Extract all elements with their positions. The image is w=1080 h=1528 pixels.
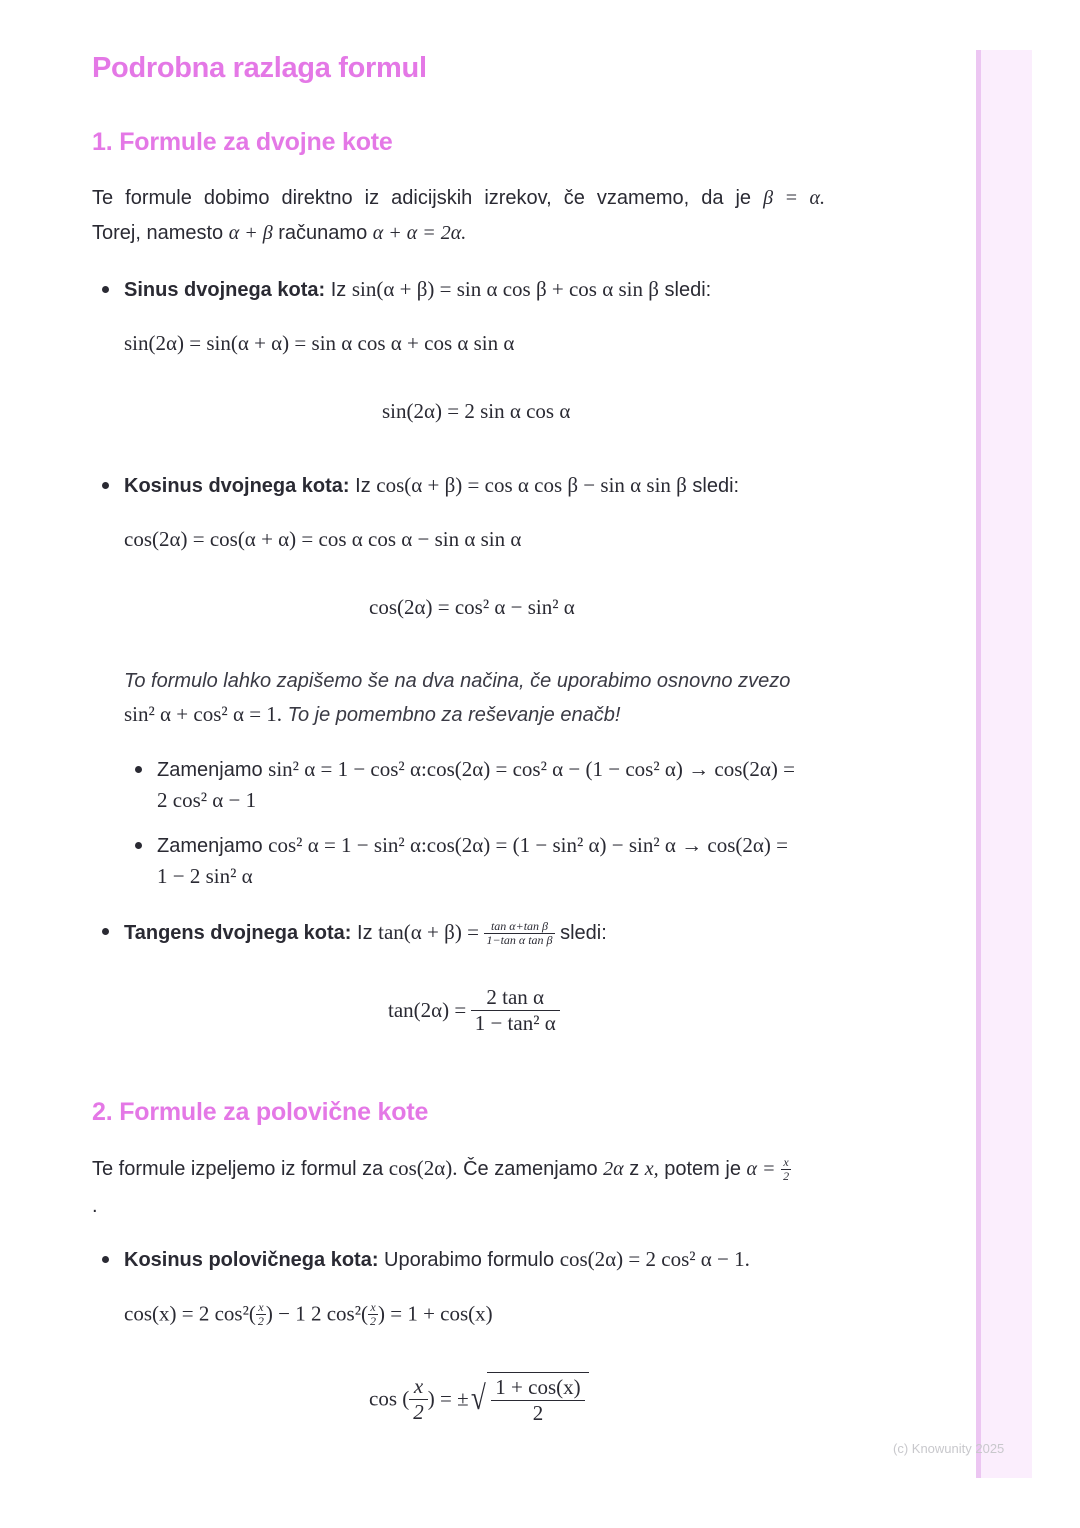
text: Iz (355, 475, 371, 497)
section-1-intro-line1 (92, 180, 825, 216)
sin-bullet (124, 271, 711, 308)
fraction-numerator: x (409, 1374, 428, 1400)
tan-source-fraction (484, 920, 554, 947)
copyright-footer: (c) Knowunity 2025 (893, 1441, 1005, 1456)
sub-bullet (135, 766, 142, 773)
intro-math: β = α. (763, 187, 825, 209)
cos-label: Kosinus dvojnega kota: (124, 475, 350, 497)
sqrt-sign-icon: √ (470, 1380, 486, 1417)
sub2-formula: cos² α = 1 − sin² α:cos(2α) = (1 − sin² α) − sin² α → cos(2α) = (268, 833, 788, 857)
intro-math: x, (644, 1158, 659, 1180)
text: sledi: (560, 922, 607, 944)
fraction-numerator: x (256, 1301, 266, 1315)
bullet (102, 482, 109, 489)
cos-result: cos(2α) = cos² α − sin² α (369, 595, 575, 619)
sin-derivation: sin(2α) = sin(α + α) = sin α cos α + cos α sin α (124, 331, 515, 355)
text: sledi: (664, 279, 712, 301)
cos-half-result (369, 1372, 589, 1426)
fraction-denominator: 2 (532, 1401, 544, 1425)
note-line1: To formulo lahko zapišemo še na dva načina, če uporabimo osnovno zvezo (124, 670, 791, 692)
text: z (629, 1158, 640, 1180)
fraction-x-over-2 (368, 1301, 378, 1328)
note-math: sin² α + cos² α = 1. (124, 702, 283, 726)
section-2-intro (92, 1150, 791, 1187)
intro-math: α + β (228, 222, 273, 244)
sub1-formula: sin² α = 1 − cos² α:cos(2α) = cos² α − (1 − cos² α) → cos(2α) = (268, 757, 795, 781)
text: Te formule izpeljemo iz formul za (92, 1158, 384, 1180)
intro-math: α + α = 2α. (372, 222, 467, 244)
sin-label: Sinus dvojnega kota: (124, 279, 326, 301)
math-part: cos ( (369, 1386, 410, 1411)
note-text: To je pomembno za reševanje enačb! (287, 704, 621, 726)
text: Zamenjamo (157, 759, 263, 781)
page-title: Podrobna razlaga formul (92, 52, 427, 84)
sub1-line2: 2 cos² α − 1 (157, 788, 257, 812)
math-part: cos(x) = 2 cos²( (124, 1301, 256, 1326)
text: Če zamenjamo (463, 1158, 598, 1180)
text: sledi: (692, 475, 740, 497)
fraction-denominator: 2 (369, 1313, 376, 1328)
fraction-denominator: 2 (783, 1169, 790, 1184)
fraction-x-over-2 (256, 1301, 266, 1328)
fraction-denominator: 1 − tan² α (474, 1011, 556, 1035)
cos-half-bullet (124, 1241, 750, 1278)
cos-half-formula: cos(2α) = 2 cos² α − 1. (559, 1247, 750, 1271)
sin-result: sin(2α) = 2 sin α cos α (382, 399, 571, 423)
fraction-numerator: tan α+tan β (484, 920, 554, 934)
fraction-numerator: x (368, 1301, 378, 1315)
sin-source-formula: sin(α + β) = sin α cos β + cos α sin β (351, 277, 659, 301)
bullet (102, 1256, 109, 1263)
fraction-denominator: 2 (413, 1399, 424, 1424)
sub2-line2: 1 − 2 sin² α (157, 864, 253, 888)
text: Uporabimo formulo (384, 1249, 555, 1271)
tan-result-left: tan(2α) = (388, 998, 467, 1022)
fraction-numerator: x (781, 1156, 791, 1170)
sub1-line1 (157, 751, 795, 788)
cos-derivation: cos(2α) = cos(α + α) = cos α cos α − sin α sin α (124, 527, 522, 551)
cos-bullet (124, 467, 739, 504)
fraction-numerator: 2 tan α (471, 985, 560, 1011)
text: potem je (664, 1158, 741, 1180)
intro-text: Torej, namesto (92, 222, 224, 244)
text: Iz (330, 279, 347, 301)
fraction-x-over-2 (409, 1374, 428, 1425)
bullet (102, 928, 109, 935)
bullet (102, 286, 109, 293)
section-2-heading: 2. Formule za polovične kote (92, 1098, 429, 1126)
intro-fraction (781, 1156, 791, 1183)
cos-half-derivation (124, 1300, 493, 1328)
sub2-line1 (157, 827, 788, 864)
cos-source-formula: cos(α + β) = cos α cos β − sin α sin β (376, 473, 687, 497)
fraction-numerator: 1 + cos(x) (491, 1375, 584, 1401)
tan-bullet (124, 914, 607, 951)
text: Iz (357, 922, 373, 944)
tan-result-fraction (471, 985, 560, 1036)
intro-text: računamo (278, 222, 368, 244)
fraction-denominator: 2 (257, 1313, 264, 1328)
section-1-intro-line2 (92, 215, 466, 251)
sub-bullet (135, 842, 142, 849)
sqrt-fraction (491, 1375, 584, 1426)
intro-math: cos(2α). (388, 1156, 458, 1180)
fraction-denominator: 1−tan α tan β (486, 933, 553, 948)
intro-math: α = (746, 1158, 776, 1180)
note-line2 (124, 696, 620, 733)
tan-result (388, 985, 560, 1036)
tan-label: Tangens dvojnega kota: (124, 922, 352, 944)
text: Zamenjamo (157, 835, 263, 857)
section-2-intro-dot: . (92, 1195, 98, 1217)
math-part: ) − 1 2 cos²( (265, 1301, 368, 1326)
intro-text: Te formule dobimo direktno iz adicijskih izrekov, če vzamemo, da je (92, 187, 752, 209)
tan-source-left: tan(α + β) = (378, 920, 479, 944)
decorative-sidebar (976, 50, 1032, 1478)
cos-half-label: Kosinus polovičnega kota: (124, 1249, 379, 1271)
section-1-heading: 1. Formule za dvojne kote (92, 128, 393, 156)
sqrt-radicand (487, 1372, 588, 1426)
math-part: ) = ± (427, 1386, 469, 1411)
math-part: ) = 1 + cos(x) (377, 1301, 493, 1326)
intro-math: 2α (603, 1158, 624, 1180)
